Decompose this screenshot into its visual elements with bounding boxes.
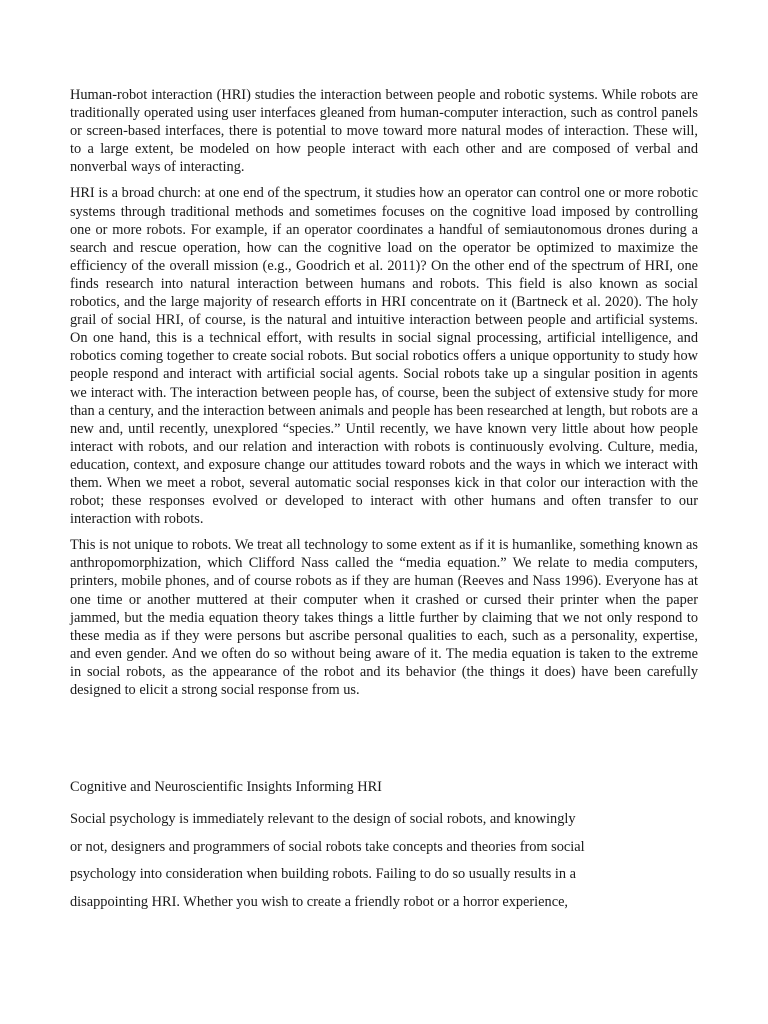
section-line: or not, designers and programmers of social robots take concepts and theories from social (70, 838, 585, 855)
document-body (70, 86, 698, 707)
section-text (70, 806, 698, 916)
section-line: psychology into consideration when building robots. Failing to do so usually results in a (70, 866, 576, 882)
paragraph-intro: Human-robot interaction (HRI) studies the interaction between people and robotic systems. While robots are traditionally operated using user interfaces gleaned from human-computer interaction, such as control panels or screen-based interfaces, there is potential to move toward more natural modes of interaction. These will, to a large extent, be modeled on how people interact with each other and are composed of verbal and nonverbal ways of interacting. (70, 87, 698, 176)
section-heading: Cognitive and Neuroscientific Insights Informing HRI (70, 779, 382, 795)
section-line: disappointing HRI. Whether you wish to create a friendly robot or a horror experience, (70, 893, 569, 910)
paragraph-media-equation: This is not unique to robots. We treat all technology to some extent as if it is humanlike, something known as anthropomorphization, which Clifford Nass called the “media equation.” We relate to media computers, printers, mobile phones, and of course robots as if they are human (Reeves and Nass 1996). Everyone has at one time or another muttered at their computer when it crashed or cursed their printer when the paper jammed, but the media equation theory takes things a little further by claiming that we not only respond to these media as if they were persons but ascribe personal qualities to each, such as a personality, expertise, and even gender. And we often do so without being aware of it. The media equation is taken to the extreme in social robots, as the appearance of the robot and its behavior (the things it does) have been carefully designed to elicit a strong social response from us. (70, 537, 698, 698)
section-line: Social psychology is immediately relevant to the design of social robots, and knowingly (70, 811, 576, 827)
paragraph-hri-spectrum: HRI is a broad church: at one end of the spectrum, it studies how an operator can control one or more robotic systems through traditional methods and sometimes focuses on the cognitive load imposed by controlling one or more robots. For example, if an operator coordinates a handful of semiautonomous drones during a search and rescue operation, how can the cognitive load on the operator be optimized to maximize the efficiency of the overall mission (e.g., Goodrich et al. 2011)? On the other end of the spectrum of HRI, one finds research into natural interaction between humans and robots. This field is also known as social robotics, and the large majority of research efforts in HRI concentrate on it (Bartneck et al. 2020). The holy grail of social HRI, of course, is the natural and intuitive interaction between people and artificial systems. On one hand, this is a technical effort, with results in social signal processing, artificial intelligence, and robotics coming together to create social robots. But social robotics offers a unique opportunity to study how people respond and interact with artificial social agents. Social robots take up a singular position in agents we interact with. The interaction between people has, of course, been the subject of extensive study for more than a century, and the interaction between animals and people has been researched at length, but robots are a new and, until recently, unexplored “species.” Until recently, we have known very little about how people interact with robots, and our relation and interaction with robots is continuously evolving. Culture, media, education, context, and exposure change our attitudes toward robots and the ways in which we interact with them. When we meet a robot, several automatic social responses kick in that color our interaction with the robot; these responses evolved or developed to interact with other humans and often transfer to our interaction with robots. (70, 185, 698, 528)
